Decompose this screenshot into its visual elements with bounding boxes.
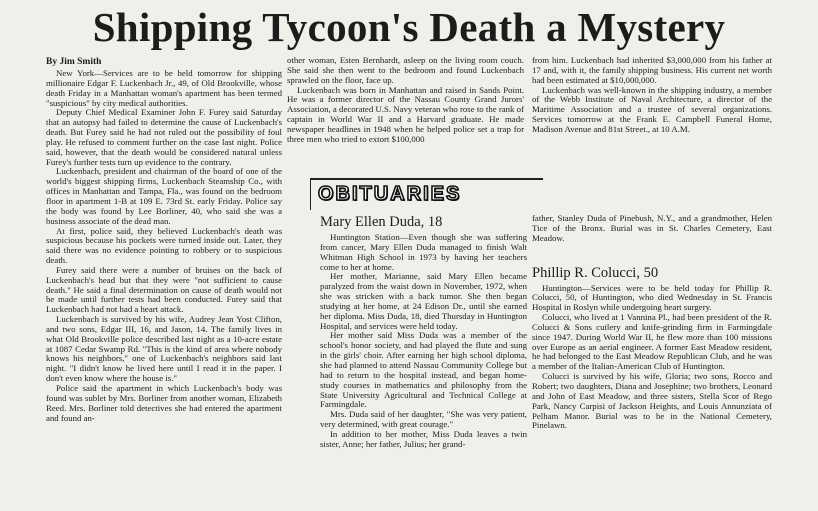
obituary-paragraph: father, Stanley Duda of Pinebush, N.Y., and a grandmother, Helen Tice of the Bronx. Burial was in St. Charles Cemetery, East Meadow. bbox=[532, 213, 772, 243]
story-paragraph: Luckenbach is survived by his wife, Audrey Jean Yost Clifton, and two sons, Edgar III, 16, and Jason, 14. The family lives in what Old Brookville police described last night as a 10-acre estate at 1087 Cedar Swamp Rd. "This is the kind of area where nobody knows his neighbors," one of Luckenbach's neighbors said last night. "I didn't know he lived here until I read it in the paper. I don't even know where the house is." bbox=[46, 314, 282, 384]
story-paragraph: Furey said there were a number of bruises on the back of Luckenbach's head but that they were "not sufficient to cause death." He said a final determination on cause of death would not be made until further tests had been conducted. Furey said that Luckenbach had not had a heart attack. bbox=[46, 264, 282, 315]
obituary-paragraph: Mrs. Duda said of her daughter, "She was very patient, very determined, with great courage." bbox=[320, 409, 527, 430]
obituary-paragraph: Colucci, who lived at 1 Vannina Pl., had been president of the R. Colucci & Sons cutlery and knife-grinding firm in Farmingdale since 1947. During World War II, he flew more than 100 missions over Europe as an aerial engineer. A former East Meadow resident, he had belonged to the East Meadow Republican Club, and he was a member of the Italian-American Club of Huntington. bbox=[532, 312, 772, 372]
obituary-column-2 bbox=[532, 214, 772, 431]
story-paragraph: At first, police said, they believed Luckenbach's death was suspicious because his pockets were turned inside out. Later, they said there was no evidence pointing to robbery or to suspicious death. bbox=[46, 225, 282, 266]
obituary-paragraph: Huntington Station—Even though she was suffering from cancer, Mary Ellen Duda managed to finish Walt Whitman High School in 1973 by having her teachers come to her at home. bbox=[320, 232, 527, 272]
story-paragraph: other woman, Esten Bernhardt, asleep on the living room couch. She said she then went to the bedroom and found Luckenbach sprawled on the floor, face up. bbox=[287, 55, 524, 85]
story-column-3 bbox=[532, 56, 772, 135]
story-paragraph: Luckenbach was born in Manhattan and raised in Sands Point. He was a former director of the Nassau County Grand Jurors' Association, a decorated U.S. Navy veteran who rose to the rank of captain in World War II and a Harvard graduate. He made newspaper headlines in 1948 when he helped police set a trap for three men who tried to extort $100,000 bbox=[287, 84, 524, 144]
headline: Shipping Tycoon's Death a Mystery bbox=[92, 4, 726, 50]
story-paragraph: Luckenbach was well-known in the shipping industry, a member of the Webb Institute of Naval Architecture, a director of the Maritime Association and a trustee of several organizations. Services tomorrow at the Frank E. Campbell Funeral Home, Madison Avenue and 81st Street., at 10 A.M. bbox=[532, 84, 772, 134]
story-paragraph: Deputy Chief Medical Examiner John F. Furey said Saturday that an autopsy had failed to determine the cause of Luckenbach's death. But Furey said he had not ruled out the possibility of foul play. He refused to comment further on the case last night. Police said, however, that the death would be considered natural unless Furey's further tests turn up evidence to the contrary. bbox=[46, 107, 282, 167]
obituary-paragraph: Her mother said Miss Duda was a member of the school's honor society, and had played the flute and sung in the girls' choir. After earning her high school diploma, she had planned to attend Nassau Community College but had to return to the hospital instead, and began home-study courses in mathematics and philosophy from the State University Agricultural and Technical College at Farmingdale. bbox=[320, 330, 527, 410]
byline: By Jim Smith bbox=[46, 57, 102, 67]
obituary-name: Mary Ellen Duda, 18 bbox=[320, 214, 443, 230]
story-column-1 bbox=[46, 57, 282, 423]
obituary-paragraph: Her mother, Marianne, said Mary Ellen became paralyzed from the waist down in November, 1972, when she was stricken with a back tumor. She then began studying at her home, at 24 Edison Dr., until she earned her diploma. Miss Duda, 18, died Thursday in Huntington Hospital, and services were held today. bbox=[320, 271, 527, 331]
story-paragraph: New York—Services are to be held tomorrow for shipping millionaire Edgar F. Luckenbach Jr., 49, of Old Brookville, whose death Friday in a Manhattan woman's apartment has been termed "suspicious" by city medical authorities. bbox=[46, 68, 282, 108]
story-paragraph: Luckenbach, president and chairman of the board of one of the world's biggest shipping firms, Luckenbach Steamship Co., with offices in Manhattan and Tampa, Fla., was found on the bedroom floor in apartment 1-B at 109 E. 73rd St. early Friday. Police say the body was found by Lee Borliner, 40, who said she was a business associate of the dead man. bbox=[46, 166, 282, 226]
story-column-2 bbox=[287, 56, 524, 145]
obituary-paragraph: Colucci is survived by his wife, Gloria; two sons, Rocco and Robert; two daughters, Diana and Josephine; two brothers, Leonard and John of East Meadow, and three sisters, Stella Scor of Rego Park, Nancy Carpisi of Jackson Heights, and Louis Annunziata of Pelham Manor. Burial was to be in the National Cemetery, Pinelawn. bbox=[532, 371, 772, 431]
obituary-paragraph: In addition to her mother, Miss Duda leaves a twin sister, Anne; her father, Julius; her grand- bbox=[320, 428, 527, 449]
story-paragraph: from him. Luckenbach had inherited $3,000,000 from his father at 17 and, with it, the family shipping business. His current net worth had been estimated at $10,000,000. bbox=[532, 55, 772, 85]
story-paragraph: Police said the apartment in which Luckenbach's body was found was sublet by Mrs. Borliner from another woman, Elizabeth Reed. Mrs. Borliner told detectives she had entered the apartment and found an- bbox=[46, 383, 282, 423]
obituary-name: Phillip R. Colucci, 50 bbox=[532, 264, 659, 281]
obituaries-title: OBITUARIES bbox=[318, 183, 462, 205]
obituary-duda bbox=[320, 213, 527, 450]
obituary-paragraph: Huntington—Services were to be held today for Phillip R. Colucci, 50, of Huntington, who died Wednesday in St. Francis Hospital in Roslyn while undergoing heart surgery. bbox=[532, 282, 772, 313]
